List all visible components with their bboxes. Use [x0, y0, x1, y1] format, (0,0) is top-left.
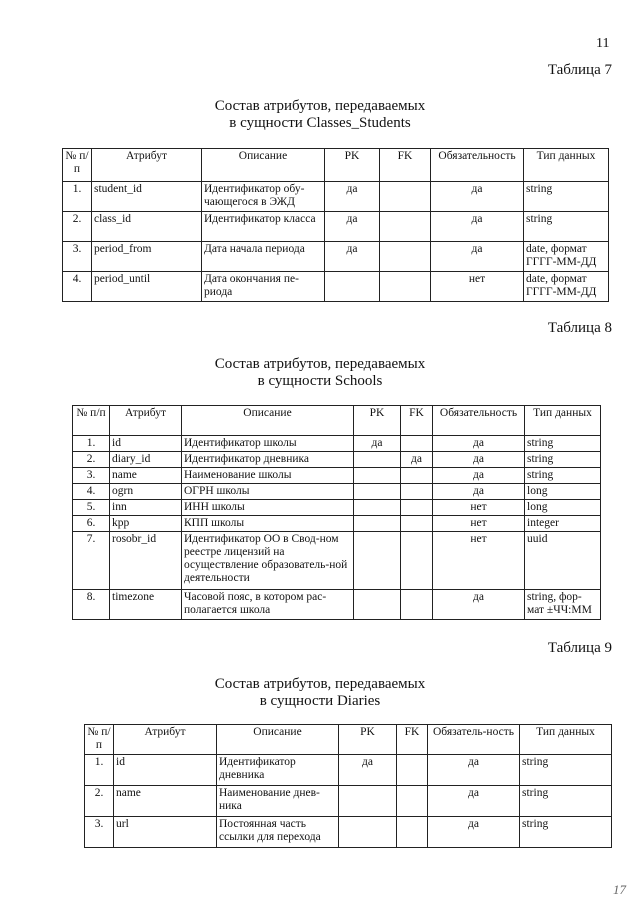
header-cell: № п/п: [63, 149, 92, 182]
cell: да: [428, 755, 520, 786]
cell: 5.: [73, 500, 110, 516]
table-header-row: [85, 725, 612, 755]
cell: 1.: [63, 182, 92, 212]
cell: Наименование днев-ника: [217, 786, 339, 817]
cell: да: [401, 452, 433, 468]
cell: Часовой пояс, в котором рас-полагается школа: [182, 590, 354, 620]
cell: [380, 242, 431, 272]
cell: string: [520, 755, 612, 786]
cell: 1.: [73, 436, 110, 452]
table-row: [73, 500, 601, 516]
cell: Наименование школы: [182, 468, 354, 484]
cell: 2.: [63, 212, 92, 242]
table-row: [73, 436, 601, 452]
table-7: [62, 148, 609, 302]
header-cell: № п/п: [73, 406, 110, 436]
cell: uuid: [525, 532, 601, 590]
header-cell: Тип данных: [520, 725, 612, 755]
table-9-title-line2: в сущности Diaries: [259, 693, 381, 709]
page-number: 11: [596, 36, 610, 51]
table-8: [72, 405, 601, 620]
header-cell: Тип данных: [524, 149, 609, 182]
cell: student_id: [92, 182, 202, 212]
cell: period_until: [92, 272, 202, 302]
table-header-row: [73, 406, 601, 436]
corner-mark: 17: [613, 882, 626, 897]
table-row: [73, 484, 601, 500]
cell: [325, 272, 380, 302]
cell: [397, 786, 428, 817]
table-row: [85, 817, 612, 848]
table-9-title: [0, 676, 640, 710]
cell: long: [525, 484, 601, 500]
table-row: [63, 272, 609, 302]
table-8-title: [0, 356, 640, 390]
cell: да: [428, 786, 520, 817]
table-9-label: Таблица 9: [547, 640, 612, 656]
cell: [354, 516, 401, 532]
cell: string: [520, 786, 612, 817]
header-cell: Атрибут: [110, 406, 182, 436]
table-row: [63, 182, 609, 212]
cell: нет: [433, 516, 525, 532]
cell: ogrn: [110, 484, 182, 500]
cell: да: [354, 436, 401, 452]
cell: [354, 484, 401, 500]
cell: string, фор-мат ±ЧЧ:ММ: [525, 590, 601, 620]
header-cell: FK: [380, 149, 431, 182]
cell: string: [525, 436, 601, 452]
table-8-title-line1: Состав атрибутов, передаваемых: [214, 356, 426, 372]
cell: string: [520, 817, 612, 848]
header-cell: Обязательность: [433, 406, 525, 436]
cell: нет: [431, 272, 524, 302]
cell: date, формат ГГГГ-ММ-ДД: [524, 242, 609, 272]
cell: long: [525, 500, 601, 516]
cell: [354, 532, 401, 590]
header-cell: Описание: [217, 725, 339, 755]
cell: Идентификатор обу-чающегося в ЭЖД: [202, 182, 325, 212]
cell: да: [431, 212, 524, 242]
cell: 4.: [73, 484, 110, 500]
cell: нет: [433, 532, 525, 590]
cell: 4.: [63, 272, 92, 302]
cell: diary_id: [110, 452, 182, 468]
cell: 2.: [73, 452, 110, 468]
header-cell: Описание: [202, 149, 325, 182]
cell: да: [433, 484, 525, 500]
table-row: [63, 242, 609, 272]
cell: Идентификатор ОО в Свод-ном реестре лицензий на осуществление образователь-ной деятельности: [182, 532, 354, 590]
cell: ИНН школы: [182, 500, 354, 516]
header-cell: Описание: [182, 406, 354, 436]
cell: 3.: [73, 468, 110, 484]
cell: string: [524, 182, 609, 212]
cell: Идентификатор дневника: [217, 755, 339, 786]
cell: Идентификатор дневника: [182, 452, 354, 468]
cell: 2.: [85, 786, 114, 817]
cell: Идентификатор школы: [182, 436, 354, 452]
table-row: [73, 516, 601, 532]
header-cell: FK: [397, 725, 428, 755]
cell: id: [114, 755, 217, 786]
cell: [401, 590, 433, 620]
header-cell: Обязатель-ность: [428, 725, 520, 755]
header-cell: № п/п: [85, 725, 114, 755]
cell: Постоянная часть ссылки для перехода: [217, 817, 339, 848]
cell: Идентификатор класса: [202, 212, 325, 242]
cell: [354, 452, 401, 468]
cell: [401, 516, 433, 532]
cell: да: [325, 212, 380, 242]
cell: нет: [433, 500, 525, 516]
cell: integer: [525, 516, 601, 532]
cell: [354, 590, 401, 620]
table-8-title-line2: в сущности Schools: [257, 373, 383, 389]
cell: да: [433, 452, 525, 468]
header-cell: Обязательность: [431, 149, 524, 182]
cell: [401, 532, 433, 590]
cell: КПП школы: [182, 516, 354, 532]
header-cell: PK: [354, 406, 401, 436]
cell: [339, 817, 397, 848]
cell: timezone: [110, 590, 182, 620]
table-7-label: Таблица 7: [547, 62, 612, 78]
cell: да: [431, 242, 524, 272]
table-row: [63, 212, 609, 242]
cell: да: [433, 468, 525, 484]
cell: [354, 500, 401, 516]
cell: 7.: [73, 532, 110, 590]
cell: inn: [110, 500, 182, 516]
cell: period_from: [92, 242, 202, 272]
cell: rosobr_id: [110, 532, 182, 590]
header-cell: FK: [401, 406, 433, 436]
cell: Дата начала периода: [202, 242, 325, 272]
cell: 3.: [63, 242, 92, 272]
cell: 6.: [73, 516, 110, 532]
cell: да: [339, 755, 397, 786]
cell: 1.: [85, 755, 114, 786]
header-cell: Тип данных: [525, 406, 601, 436]
table-7-title-line2: в сущности Classes_Students: [229, 115, 411, 131]
table-8-label: Таблица 8: [547, 320, 612, 336]
cell: да: [325, 242, 380, 272]
table-row: [73, 468, 601, 484]
cell: class_id: [92, 212, 202, 242]
table-7-title-line1: Состав атрибутов, передаваемых: [214, 98, 426, 114]
table-row: [73, 452, 601, 468]
cell: string: [525, 468, 601, 484]
cell: да: [433, 436, 525, 452]
table-row: [85, 755, 612, 786]
cell: date, формат ГГГГ-ММ-ДД: [524, 272, 609, 302]
cell: [354, 468, 401, 484]
cell: ОГРН школы: [182, 484, 354, 500]
cell: kpp: [110, 516, 182, 532]
table-9: [84, 724, 612, 848]
cell: string: [524, 212, 609, 242]
table-header-row: [63, 149, 609, 182]
cell: id: [110, 436, 182, 452]
header-cell: Атрибут: [92, 149, 202, 182]
cell: [401, 484, 433, 500]
cell: да: [433, 590, 525, 620]
table-9-title-line1: Состав атрибутов, передаваемых: [214, 676, 426, 692]
cell: да: [325, 182, 380, 212]
table-7-title: [0, 98, 640, 132]
cell: name: [114, 786, 217, 817]
header-cell: Атрибут: [114, 725, 217, 755]
cell: [401, 436, 433, 452]
cell: 8.: [73, 590, 110, 620]
cell: [401, 500, 433, 516]
cell: [401, 468, 433, 484]
cell: [397, 817, 428, 848]
cell: Дата окончания пе-риода: [202, 272, 325, 302]
header-cell: PK: [339, 725, 397, 755]
cell: [339, 786, 397, 817]
table-row: [73, 532, 601, 590]
cell: [397, 755, 428, 786]
header-cell: PK: [325, 149, 380, 182]
cell: name: [110, 468, 182, 484]
table-row: [85, 786, 612, 817]
cell: string: [525, 452, 601, 468]
cell: да: [431, 182, 524, 212]
cell: [380, 272, 431, 302]
cell: [380, 182, 431, 212]
cell: [380, 212, 431, 242]
table-row: [73, 590, 601, 620]
cell: 3.: [85, 817, 114, 848]
cell: да: [428, 817, 520, 848]
cell: url: [114, 817, 217, 848]
